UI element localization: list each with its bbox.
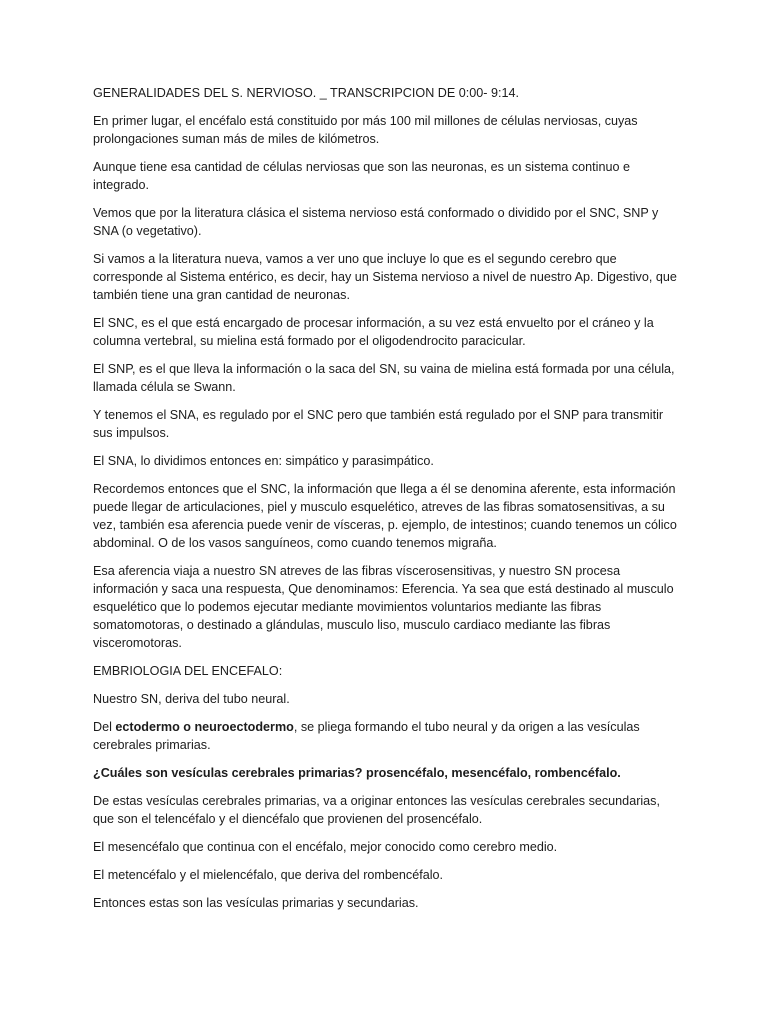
section-heading: EMBRIOLOGIA DEL ENCEFALO:: [93, 664, 283, 678]
paragraph: [93, 718, 683, 754]
paragraph: Vemos que por la literatura clásica el sistema nervioso está conformado o dividido por el SNC, SNP y SNA (o vegetativo).: [93, 206, 659, 238]
document-page: [93, 84, 683, 922]
bold-question: ¿Cuáles son vesículas cerebrales primarias? prosencéfalo, mesencéfalo, rombencéfalo.: [93, 766, 621, 780]
paragraph: Esa aferencia viaja a nuestro SN atreves de las fibras víscerosensitivas, y nuestro SN procesa información y saca una respuesta, Que denominamos: Eferencia. Ya sea que está destinado al musculo esquelético que lo podemos ejecutar mediante movimientos voluntarios mediante las fibras somatomotoras, o destinado a glándulas, musculo liso, musculo cardiaco mediante las fibras visceromotoras.: [93, 564, 674, 650]
paragraph: El SNA, lo dividimos entonces en: simpático y parasimpático.: [93, 454, 434, 468]
bold-term: ectodermo o neuroectodermo: [115, 720, 294, 734]
paragraph: De estas vesículas cerebrales primarias, va a originar entonces las vesículas cerebrales secundarias, que son el telencéfalo y el diencéfalo que provienen del prosencéfalo.: [93, 794, 660, 826]
paragraph: El SNC, es el que está encargado de procesar información, a su vez está envuelto por el cráneo y la columna vertebral, su mielina está formado por el oligodendrocito paracicular.: [93, 316, 654, 348]
question-paragraph: [93, 764, 683, 782]
paragraph: Y tenemos el SNA, es regulado por el SNC pero que también está regulado por el SNP para transmitir sus impulsos.: [93, 408, 664, 440]
paragraph: El metencéfalo y el mielencéfalo, que deriva del rombencéfalo.: [93, 868, 444, 882]
paragraph: En primer lugar, el encéfalo está constituido por más 100 mil millones de células nerviosas, cuyas prolongaciones suman más de miles de kilómetros.: [93, 114, 638, 146]
paragraph: Nuestro SN, deriva del tubo neural.: [93, 692, 290, 706]
paragraph: El SNP, es el que lleva la información o la saca del SN, su vaina de mielina está formada por una célula, llamada célula se Swann.: [93, 362, 675, 394]
paragraph: Aunque tiene esa cantidad de células nerviosas que son las neuronas, es un sistema continuo e integrado.: [93, 160, 630, 192]
paragraph: Recordemos entonces que el SNC, la información que llega a él se denomina aferente, esta información puede llegar de articulaciones, piel y musculo esquelético, atreves de las fibras somatosensitivas, a su vez, también esa aferencia puede venir de vísceras, p. ejemplo, de intestinos; cuando tenemos un cólico abdominal. O de los vasos sanguíneos, como cuando tenemos migraña.: [93, 482, 677, 550]
paragraph-text: , se pliega formando el tubo neural y da origen a las vesículas cerebrales primarias.: [93, 720, 640, 752]
paragraph: Si vamos a la literatura nueva, vamos a ver uno que incluye lo que es el segundo cerebro que corresponde al Sistema entérico, es decir, hay un Sistema nervioso a nivel de nuestro Ap. Digestivo, que también tiene una gran cantidad de neuronas.: [93, 252, 677, 302]
paragraph: El mesencéfalo que continua con el encéfalo, mejor conocido como cerebro medio.: [93, 840, 558, 854]
paragraph-text: Del: [93, 720, 116, 734]
document-heading: GENERALIDADES DEL S. NERVIOSO. _ TRANSCRIPCION DE 0:00- 9:14.: [93, 86, 519, 100]
paragraph: Entonces estas son las vesículas primarias y secundarias.: [93, 896, 419, 910]
